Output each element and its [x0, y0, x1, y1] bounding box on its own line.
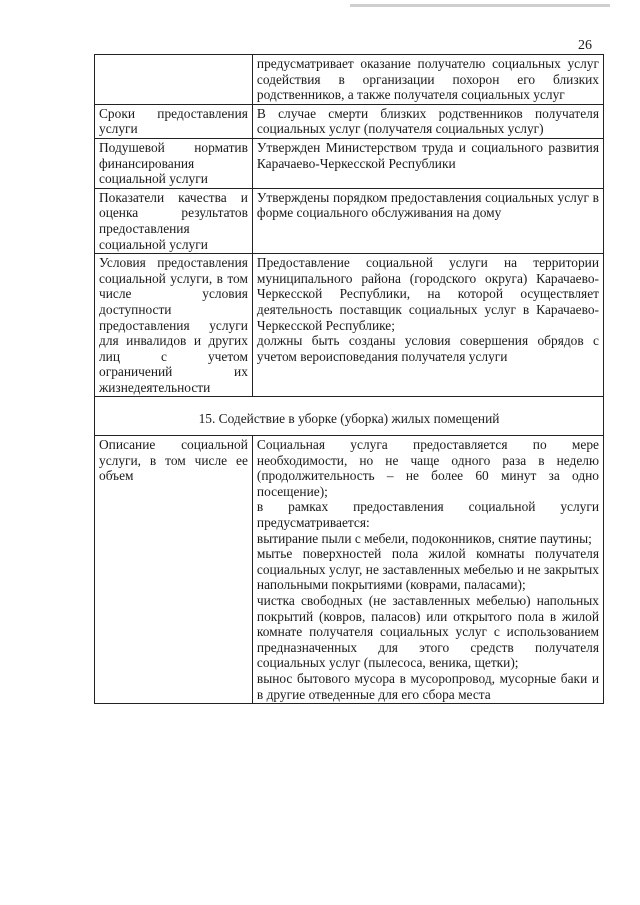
row-content	[252, 104, 603, 138]
content-paragraph: Предоставление социальной услуги на территории муниципального района (городского округа) Карачаево-Черкесской Республики, на которой осуществляет деятельность поставщик социальных услуг в Карачаево-Черкесской Республике;	[256, 255, 599, 333]
content-paragraph: предусматривает оказание получателю социальных услуг содействия в организации похорон его близких родственников, а также получателя социальных услуг	[256, 56, 599, 103]
row-label: Подушевой норматив финансирования социальной услуги	[95, 138, 253, 188]
content-paragraph: в рамках предоставления социальной услуги предусматривается:	[256, 499, 599, 531]
row-content	[252, 138, 603, 188]
content-paragraph: Утвержден Министерством труда и социального развития Карачаево-Черкесской Республики	[256, 139, 599, 171]
scan-artifact	[350, 4, 610, 7]
content-paragraph: чистка свободных (не заставленных мебелью) напольных покрытий (ковров, паласов) или открытого пола в жилой комнате получателя социальных услуг с использованием предназначенных для этого средств получателя социальных услуг (пылесоса, веника, щетки);	[256, 593, 599, 671]
row-label: Показатели качества и оценка результатов предоставления социальной услуги	[95, 188, 253, 253]
content-paragraph: мытье поверхностей пола жилой комнаты получателя социальных услуг, не заставленных мебелью и не закрытых напольными покрытиями (коврами, паласами);	[256, 546, 599, 593]
table-row	[95, 138, 604, 188]
section-heading-row	[95, 397, 604, 436]
section-heading: 15. Содействие в уборке (уборка) жилых помещений	[95, 397, 604, 436]
services-table	[94, 54, 604, 704]
page-number: 26	[578, 38, 592, 53]
content-paragraph: В случае смерти близких родственников получателя социальных услуг (получателя социальных услуг)	[256, 105, 599, 137]
row-content	[252, 188, 603, 253]
table-row	[95, 188, 604, 253]
row-content	[252, 55, 603, 105]
row-label: Сроки предоставления услуги	[95, 104, 253, 138]
table-row	[95, 254, 604, 397]
content-paragraph: Социальная услуга предоставляется по мере необходимости, но не чаще одного раза в неделю (продолжительность – не более 60 минут за одно посещение);	[256, 437, 599, 499]
content-paragraph: должны быть созданы условия совершения обрядов с учетом вероисповедания получателя услуги	[256, 333, 599, 364]
row-content	[252, 436, 603, 704]
row-label	[95, 55, 253, 105]
content-paragraph: вынос бытового мусора в мусоропровод, мусорные баки и в другие отведенные для его сбора места	[256, 670, 599, 702]
content-paragraph: Утверждены порядком предоставления социальных услуг в форме социального обслуживания на дому	[256, 189, 599, 221]
table-row	[95, 104, 604, 138]
row-content	[252, 254, 603, 397]
table-row	[95, 436, 604, 704]
content-paragraph: вытирание пыли с мебели, подоконников, снятие паутины;	[256, 530, 592, 546]
table-row	[95, 55, 604, 105]
row-label: Условия предоставления социальной услуги, в том числе условия доступности предоставления услуги для инвалидов и других лиц с учетом ограничений их жизнедеятельности	[95, 254, 253, 397]
row-label: Описание социальной услуги, в том числе ее объем	[95, 436, 253, 704]
